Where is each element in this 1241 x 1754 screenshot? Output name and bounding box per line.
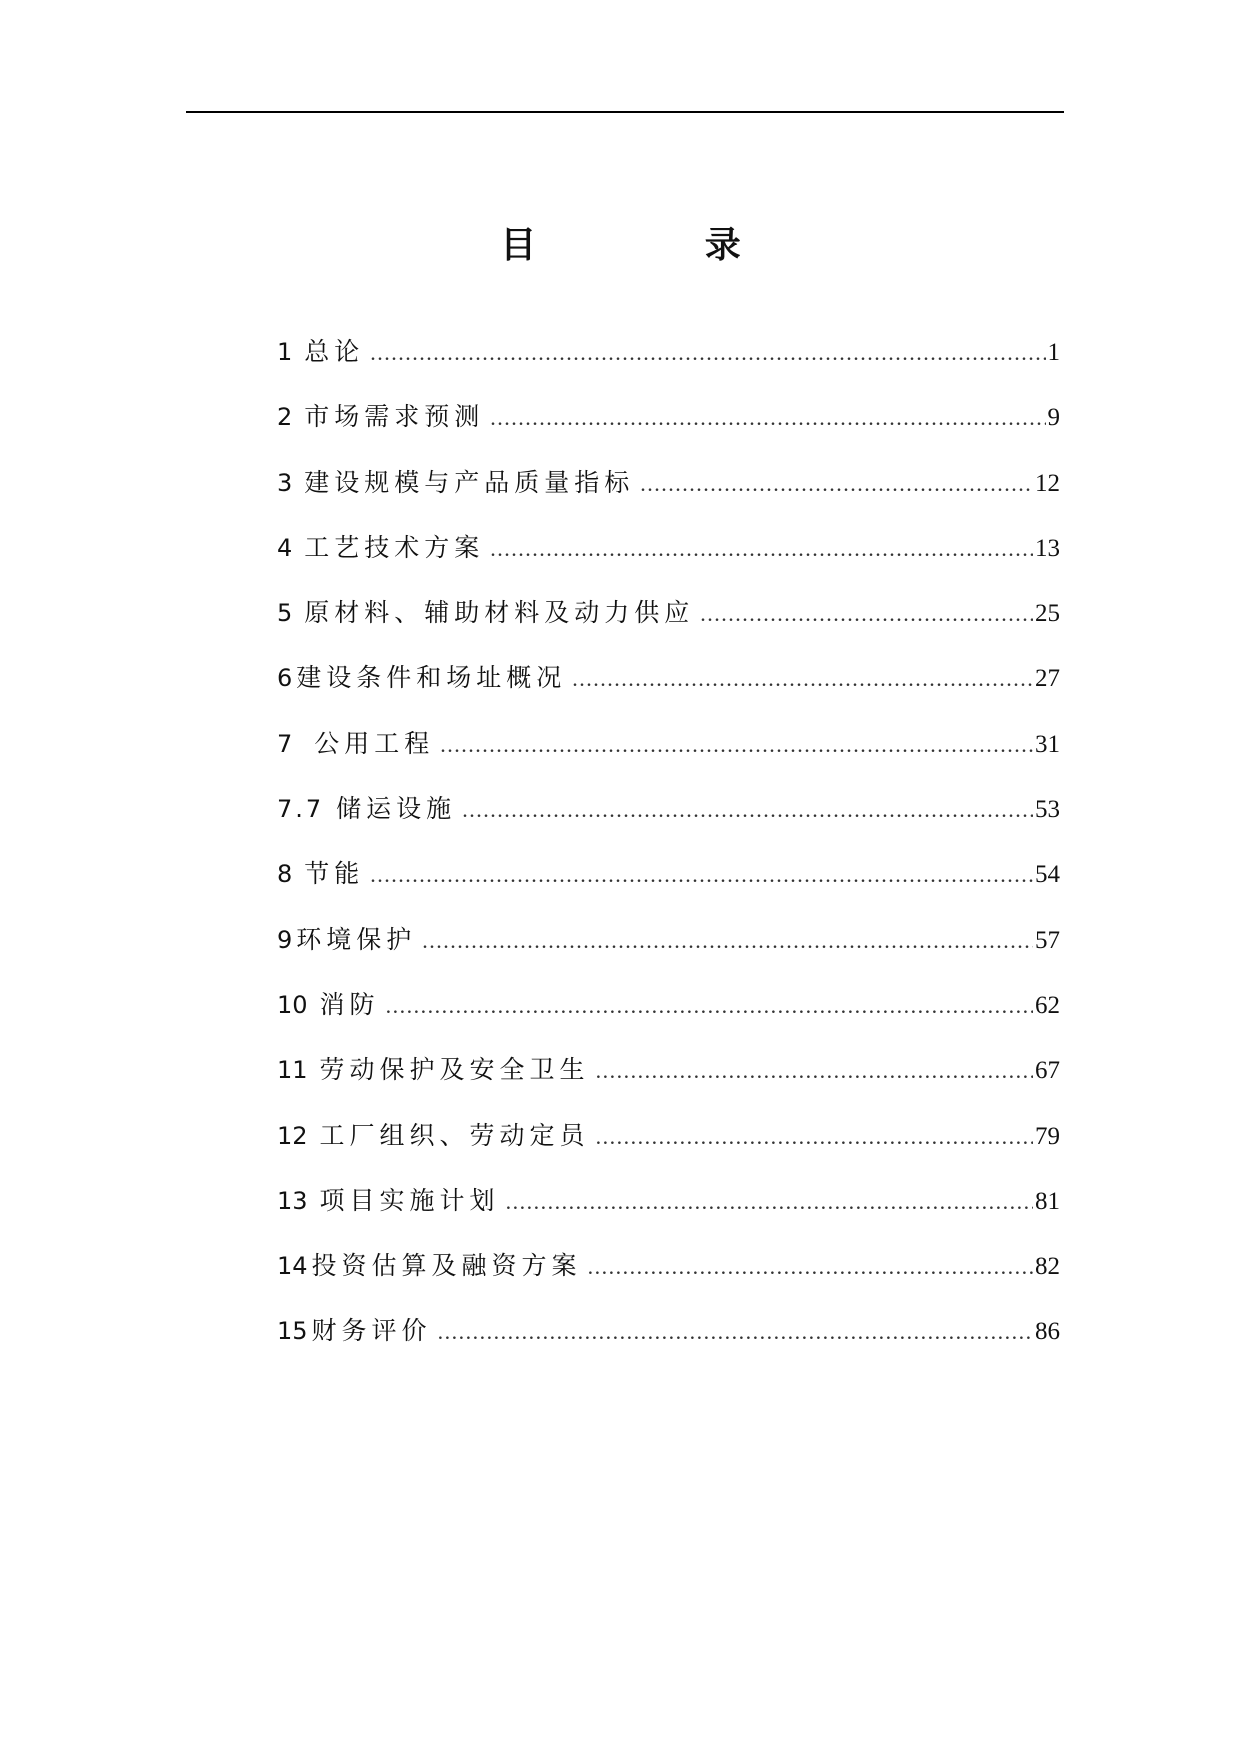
toc-entry-label: 建设条件和场址概况 (296, 663, 567, 693)
toc-entry-number: 8 (277, 860, 293, 889)
toc-entry-page: 13 (1035, 534, 1060, 562)
toc-entry-label: 劳动保护及安全卫生 (319, 1055, 590, 1085)
toc-entry[interactable] (277, 463, 1060, 528)
toc-entry-label: 市场需求预测 (304, 402, 485, 432)
toc-dot-leader (462, 790, 1033, 830)
header-rule (186, 111, 1064, 113)
toc-entry-number: 6 (277, 664, 293, 693)
toc-entry-page: 31 (1035, 730, 1060, 758)
toc-entry-page: 86 (1035, 1318, 1060, 1346)
toc-entry-label: 节能 (304, 859, 365, 889)
toc-entry[interactable] (277, 397, 1060, 462)
toc-dot-leader (490, 529, 1033, 569)
toc-entry-number: 7.7 (277, 795, 325, 824)
toc-entry-label: 建设规模与产品质量指标 (304, 467, 635, 497)
toc-entry-label: 工艺技术方案 (304, 532, 485, 562)
toc-entry-page: 79 (1035, 1122, 1060, 1150)
toc-entry-label: 总论 (304, 337, 365, 366)
toc-entry[interactable] (277, 1050, 1060, 1115)
toc-entry-number: 10 (277, 990, 308, 1019)
toc-entry-number: 9 (277, 925, 293, 954)
toc-entry-label: 储运设施 (336, 794, 457, 824)
toc-entry-label: 消防 (319, 989, 380, 1019)
toc-entry-label: 投资估算及融资方案 (311, 1251, 582, 1281)
toc-entry-number: 12 (277, 1121, 308, 1150)
toc-entry-label: 工厂组织、劳动定员 (319, 1120, 590, 1150)
toc-dot-leader (596, 1051, 1033, 1091)
page-title: 目 录 (500, 225, 819, 266)
toc-entry-number: 13 (277, 1186, 308, 1215)
toc-entry-label: 项目实施计划 (319, 1185, 500, 1215)
toc-entry-page: 82 (1035, 1253, 1060, 1281)
toc-entry-label: 财务评价 (311, 1316, 432, 1346)
toc-entry-number: 2 (277, 403, 293, 432)
toc-dot-leader (490, 398, 1045, 438)
toc-entry[interactable] (277, 332, 1060, 397)
toc-entry-number: 11 (277, 1056, 308, 1085)
toc-entry[interactable] (277, 1181, 1060, 1246)
toc-entry-label: 原材料、辅助材料及动力供应 (304, 598, 695, 628)
toc-entry-number: 1 (277, 338, 293, 366)
toc-entry-page: 9 (1047, 404, 1060, 432)
toc-dot-leader (370, 855, 1033, 895)
toc-entry-number: 14 (277, 1252, 308, 1281)
toc-entry[interactable] (277, 593, 1060, 658)
toc-entry[interactable] (277, 1311, 1060, 1376)
toc-entry-number: 3 (277, 468, 293, 497)
toc-entry[interactable] (277, 789, 1060, 854)
toc-dot-leader (438, 1312, 1033, 1352)
toc-dot-leader (596, 1117, 1033, 1157)
toc-dot-leader (640, 464, 1033, 504)
toc-entry[interactable] (277, 658, 1060, 723)
toc-dot-leader (572, 659, 1033, 699)
toc-entry[interactable] (277, 1246, 1060, 1311)
toc-entry[interactable] (277, 920, 1060, 985)
toc-entry-number: 4 (277, 533, 293, 562)
toc-entry[interactable] (277, 528, 1060, 593)
toc-entry-page: 67 (1035, 1057, 1060, 1085)
toc-entry-page: 54 (1035, 861, 1060, 889)
toc-entry-page: 62 (1035, 991, 1060, 1019)
toc-dot-leader (386, 986, 1033, 1026)
toc-dot-leader (700, 594, 1033, 634)
toc-entry-number: 5 (277, 599, 293, 628)
toc-entry[interactable] (277, 985, 1060, 1050)
toc-entry[interactable] (277, 724, 1060, 789)
toc-entry-label: 环境保护 (296, 924, 417, 954)
table-of-contents (277, 332, 1060, 1377)
toc-entry[interactable] (277, 854, 1060, 919)
toc-dot-leader (588, 1247, 1033, 1287)
toc-entry-page: 57 (1035, 926, 1060, 954)
toc-entry-page: 27 (1035, 665, 1060, 693)
toc-entry-label: 公用工程 (314, 728, 435, 758)
toc-entry-page: 12 (1035, 469, 1060, 497)
toc-entry-number: 15 (277, 1317, 308, 1346)
toc-dot-leader (506, 1182, 1033, 1222)
toc-entry-page: 1 (1047, 339, 1060, 366)
toc-dot-leader (422, 921, 1033, 961)
toc-dot-leader (440, 725, 1033, 765)
toc-entry-page: 25 (1035, 600, 1060, 628)
toc-entry-page: 53 (1035, 796, 1060, 824)
toc-entry[interactable] (277, 1116, 1060, 1181)
toc-dot-leader (370, 333, 1045, 373)
toc-entry-page: 81 (1035, 1187, 1060, 1215)
toc-entry-number: 7 (277, 729, 293, 758)
